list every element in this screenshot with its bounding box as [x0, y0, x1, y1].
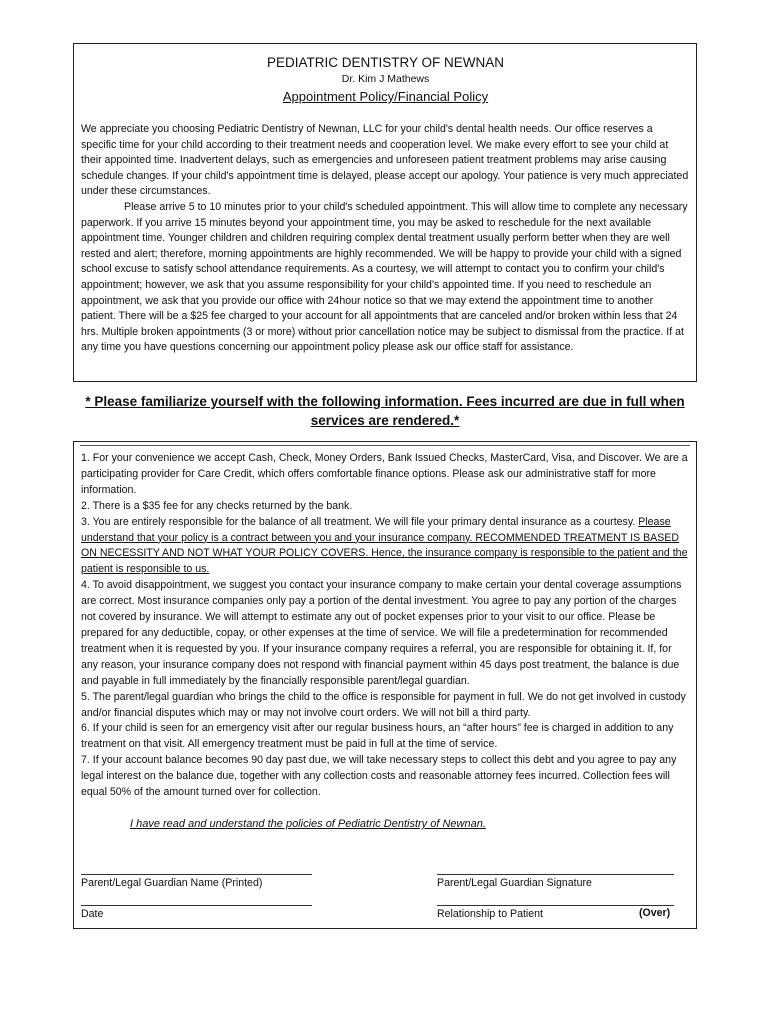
guardian-signature-line[interactable]: [437, 874, 674, 875]
policy-item-1: 1. For your convenience we accept Cash, Check, Money Orders, Bank Issued Checks, MasterCard, Visa, and Discover. We are a participating provider for Care Credit, which offers comfortable finance options. Please ask our administrative staff for more information.: [81, 452, 688, 496]
financial-policy-box: [73, 441, 697, 929]
guardian-signature-label: Parent/Legal Guardian Signature: [437, 877, 592, 889]
over-indicator: (Over): [639, 907, 671, 919]
appointment-policy-box: [73, 43, 697, 382]
policy-item-3-underlined: Please understand that your policy is a contract between you and your insurance company. RECOMMENDED TREATMENT IS BASED ON NECESSITY AND NOT WHAT YOUR POLICY COVERS. Hence, the insurance company is responsible to the patient and the patient is responsible to us.: [81, 515, 688, 576]
policy-item-6: 6. If your child is seen for an emergency visit after our regular business hours, an “after hours” fee is charged in addition to any treatment on that visit. All emergency treatment must be paid in full at the time of service.: [81, 722, 674, 751]
guardian-name-line[interactable]: [81, 874, 312, 875]
relationship-label: Relationship to Patient: [437, 908, 544, 920]
date-line[interactable]: [81, 905, 312, 906]
relationship-line[interactable]: [437, 905, 674, 906]
fees-notice: * Please familiarize yourself with the following information. Fees incurred are due in full when services are rendered.*: [85, 394, 685, 428]
financial-policy-items: [81, 451, 690, 801]
date-label: Date: [81, 908, 104, 920]
acknowledgement-statement: I have read and understand the policies of Pediatric Dentistry of Newnan.: [130, 817, 486, 830]
policy-title: Appointment Policy/Financial Policy: [282, 89, 489, 104]
policy-item-2: 2. There is a $35 fee for any checks returned by the bank.: [81, 499, 353, 512]
policy-item-3-text: 3. You are entirely responsible for the balance of all treatment. We will file your primary dental insurance as a courtesy.: [81, 515, 639, 528]
practice-name: PEDIATRIC DENTISTRY OF NEWNAN: [266, 55, 505, 70]
policy-item-5: 5. The parent/legal guardian who brings the child to the office is responsible for payment in full. We do not get involved in custody and/or financial disputes which may or may not involve court orders. We will not bill a third party.: [81, 690, 686, 719]
intro-paragraph-1: We appreciate you choosing Pediatric Dentistry of Newnan, LLC for your child's dental health needs. Our office reserves a specific time for your child according to their treatment needs and cooperation level. We make every effort to see your child at their appointed time. Inadvertent delays, such as emergencies and unforeseen patient treatment problems may arise causing schedule changes. If your child's appointment time is delayed, please accept our apology. Your patience is very much appreciated under these circumstances.: [81, 123, 689, 198]
appointment-policy-text: [81, 122, 690, 356]
guardian-name-label: Parent/Legal Guardian Name (Printed): [81, 877, 263, 889]
doctor-name: Dr. Kim J Mathews: [341, 73, 430, 85]
top-divider: [80, 445, 690, 446]
intro-paragraph-2: Please arrive 5 to 10 minutes prior to your child's scheduled appointment. This will allow time to complete any necessary paperwork. If you arrive 15 minutes beyond your appointment time, you may be asked to reschedule for the next available appointment time. Younger children and children requiring complex dental treatment usually perform better when they are well rested and alert; therefore, morning appointments are highly recommended. We will be happy to provide your child with a signed school excuse to satisfy school attendance requirements. As a courtesy, we will attempt to contact you to confirm your child's appointment; however, we ask that you assume responsibility for your child's appointed time. If you need to reschedule an appointment, we ask that you provide our office with 24hour notice so that we may extend the appointment time to another patient. There will be a $25 fee charged to your account for all appointments that are canceled and/or broken within less that 24 hrs. Multiple broken appointments (3 or more) without prior cancellation notice may be subject to dismissal from the practice. If at any time you have questions concerning our appointment policy please ask our office staff for assistance.: [81, 200, 688, 354]
policy-item-4: 4. To avoid disappointment, we suggest you contact your insurance company to make certain your dental coverage assumptions are correct. Most insurance companies only pay a portion of the dental investment. You agree to pay any portion of the charges not covered by insurance. We will attempt to estimate any out of pocket expenses prior to your visit to our office. Please be prepared for any deductible, copay, or other expenses at the time of service. We will file a predetermination for recommended treatment when it is requested by you. If your insurance company requires a referral, you are responsible for obtaining it. If, for any reason, your insurance company does not respond with financial payment within 45 days post treatment, the balance is due and payable in full immediately by the financially responsible parent/legal guardian.: [81, 579, 682, 687]
policy-item-7: 7. If your account balance becomes 90 day past due, we will take necessary steps to collect this debt and you agree to pay any legal interest on the balance due, together with any collection costs and reasonable attorney fees incurred. Collection fees will equal 50% of the amount turned over for collection.: [81, 754, 677, 799]
policy-item-3: [81, 515, 690, 579]
